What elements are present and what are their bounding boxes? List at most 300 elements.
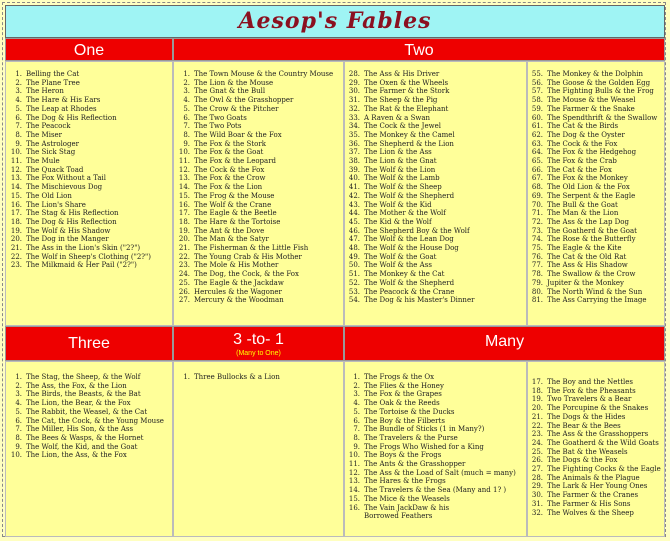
fable-number: 74.	[531, 235, 543, 244]
fable-number: 6.	[183, 113, 190, 122]
fable-item	[346, 122, 474, 131]
header-three-to-one-sub: (Many to One)	[236, 350, 281, 357]
list-many-a	[346, 373, 516, 521]
fable-title: The Wolves & the Sheep	[547, 508, 634, 517]
fable-item	[529, 79, 657, 88]
fable-number: 3.	[15, 87, 22, 96]
header-one-label: One	[73, 42, 105, 59]
fable-number: 10.	[178, 148, 190, 157]
list-many-b	[529, 378, 661, 517]
fable-item	[8, 227, 151, 236]
fable-item	[8, 157, 151, 166]
fable-number: 19.	[10, 226, 22, 235]
fable-number: 25.	[178, 278, 190, 287]
fable-item	[8, 122, 151, 131]
fable-title: The Wolf & the Shepherd	[364, 191, 455, 200]
fable-title: The Dogs & the Fox	[547, 456, 618, 465]
fable-title: The Farmer & the Stork	[364, 87, 450, 96]
fable-title: The Vain JackDaw & his	[364, 503, 450, 512]
fable-item	[529, 422, 661, 431]
fable-item	[176, 192, 333, 201]
fable-number: 56.	[531, 78, 543, 87]
fable-number: 9.	[353, 442, 360, 451]
fable-title: The Farmer & the Cranes	[547, 491, 639, 500]
fable-title: The Wolf & the Lamb	[364, 174, 440, 183]
fable-title: The Fox & the Pheasants	[547, 386, 636, 395]
fable-item	[346, 460, 516, 469]
fable-item	[346, 166, 474, 175]
fable-number: 68.	[531, 183, 543, 192]
fable-title: The Dogs & the Hides	[547, 412, 626, 421]
fable-title: The Ass, the Fox, & the Lion	[26, 381, 127, 390]
fable-item	[346, 443, 516, 452]
fable-number: 31.	[348, 96, 360, 105]
fable-title: The Heron	[26, 87, 64, 96]
fable-number: 80.	[531, 287, 543, 296]
fable-number: 2.	[15, 78, 22, 87]
fable-item	[529, 448, 661, 457]
fable-item	[346, 114, 474, 123]
fable-title: The Dog & His Reflection	[26, 113, 117, 122]
fable-title: The Boys & the Frogs	[364, 451, 442, 460]
fable-item	[346, 79, 474, 88]
fable-title: The Travelers & the Sea (Many and 1? )	[364, 486, 507, 495]
fable-number: 47.	[348, 235, 360, 244]
fable-item	[8, 79, 151, 88]
fable-item	[529, 235, 657, 244]
fable-item	[346, 382, 516, 391]
fable-title: The Milkmaid & Her Pail ("2?")	[26, 261, 137, 270]
fable-number: 11.	[348, 460, 360, 469]
fable-title: The Peacock	[26, 122, 71, 131]
fable-item	[8, 105, 151, 114]
fable-item	[176, 79, 333, 88]
fable-title: The Leap at Rhodes	[26, 104, 97, 113]
fable-item	[346, 70, 474, 79]
fable-title: The Lion & the Ass	[364, 148, 432, 157]
fable-title: The Bat & the Weasels	[547, 447, 628, 456]
list-three	[8, 373, 164, 460]
fable-item	[529, 218, 657, 227]
fable-title: The Man & the Lion	[547, 209, 619, 218]
fable-title: The Monkey & the Camel	[364, 130, 455, 139]
fable-title: The Ants & the Grasshopper	[364, 460, 466, 469]
fable-item	[529, 439, 661, 448]
fable-number: 58.	[531, 96, 543, 105]
fable-item	[176, 157, 333, 166]
fable-title: The Travelers & the Purse	[364, 433, 458, 442]
fable-title: The Fox & the Crow	[194, 174, 266, 183]
fable-title: The Wild Boar & the Fox	[194, 130, 282, 139]
page-title: Aesop's Fables	[238, 8, 432, 34]
fable-title: Hercules & the Wagoner	[194, 287, 282, 296]
fable-item	[529, 296, 657, 305]
fable-title: The Farmer & the Snake	[547, 104, 635, 113]
fable-title: The Oxen & the Wheels	[364, 78, 449, 87]
fable-item	[346, 244, 474, 253]
fable-item	[346, 390, 516, 399]
fable-number: 28.	[348, 70, 360, 78]
fable-number: 25.	[531, 447, 543, 456]
fable-number: 37.	[348, 148, 360, 157]
fable-item	[529, 174, 657, 183]
fable-number: 9.	[183, 139, 190, 148]
fable-item	[8, 87, 151, 96]
fable-number: 65.	[531, 157, 543, 166]
fable-item	[176, 122, 333, 131]
fable-title: The Mother & the Wolf	[364, 209, 446, 218]
fable-number: 40.	[348, 174, 360, 183]
fable-item	[529, 413, 661, 422]
fable-item	[346, 235, 474, 244]
fable-title: The Fox & the Leopard	[194, 157, 277, 166]
fable-number: 22.	[531, 421, 543, 430]
fable-title: The Cat & the Birds	[547, 122, 619, 131]
fable-item	[8, 451, 164, 460]
fable-title: The Lion & the Mouse	[194, 78, 274, 87]
fable-item	[529, 87, 657, 96]
fable-number: 64.	[531, 148, 543, 157]
fable-number: 20.	[531, 404, 543, 413]
fable-title: The Stag & His Reflection	[26, 209, 119, 218]
fable-title: The Shepherd & the Lion	[364, 139, 454, 148]
fable-item	[529, 201, 657, 210]
fable-item	[529, 183, 657, 192]
fable-title: The Lion, the Ass, & the Fox	[26, 451, 127, 460]
fable-number: 10.	[10, 148, 22, 157]
fable-item	[529, 404, 661, 413]
fable-title: The Peacock & the Crane	[364, 287, 455, 296]
fable-title: The Boy & the Filberts	[364, 416, 445, 425]
fable-title: The Ant & the Dove	[194, 226, 265, 235]
fable-item	[176, 261, 333, 270]
fable-item	[176, 96, 333, 105]
fable-item	[346, 174, 474, 183]
header-two	[173, 38, 665, 61]
fable-title: The Two Goats	[194, 113, 247, 122]
fable-item	[8, 417, 164, 426]
fable-title: The Goatherd & the Wild Goats	[547, 438, 659, 447]
fable-title: The Ass & the Grasshoppers	[547, 430, 649, 439]
fable-item	[346, 296, 474, 305]
fable-title: The Ass & His Shadow	[547, 261, 628, 270]
fable-item	[176, 114, 333, 123]
fable-number: 51.	[348, 270, 360, 279]
fable-title: The Wolf & the Goat	[364, 252, 437, 261]
fable-item	[346, 131, 474, 140]
fable-number: 71.	[531, 209, 543, 218]
header-two-label: Two	[404, 42, 434, 59]
fable-title: The Wolf & the Shepherd	[364, 278, 455, 287]
fable-title: The Fighting Bulls & the Frog	[547, 87, 654, 96]
fable-item	[8, 131, 151, 140]
fable-item	[529, 509, 661, 518]
fable-number: 2.	[353, 381, 360, 390]
fable-title: The Ass & the Lap Dog	[547, 217, 629, 226]
fable-title: The Fox & the Monkey	[547, 174, 628, 183]
fable-number: 4.	[353, 399, 360, 408]
fable-item	[529, 96, 657, 105]
fable-number: 13.	[10, 174, 22, 183]
fable-number: 15.	[348, 494, 360, 503]
fable-number: 35.	[348, 130, 360, 139]
fable-number: 6.	[15, 416, 22, 425]
fable-item	[529, 192, 657, 201]
header-many-label: Many	[484, 333, 525, 350]
fable-title: The Old Lion	[26, 191, 72, 200]
fable-number: 3.	[15, 390, 22, 399]
fable-title: The Fox Without a Tail	[26, 174, 106, 183]
fable-number: 4.	[15, 96, 22, 105]
fable-number: 70.	[531, 200, 543, 209]
fable-item	[346, 261, 474, 270]
fable-item	[346, 512, 516, 521]
fable-number: 23.	[10, 261, 22, 270]
fable-number: 27.	[531, 465, 543, 474]
fable-title: The Wolf & the Ass	[364, 261, 432, 270]
fable-number: 16.	[178, 200, 190, 209]
fable-number: 4.	[183, 96, 190, 105]
fable-title: The Goose & the Golden Egg	[547, 78, 651, 87]
fable-title: The Wolf & the House Dog	[364, 244, 459, 253]
fable-item	[176, 253, 333, 262]
fable-title: The Old Lion & the Fox	[547, 183, 630, 192]
fable-number: 66.	[531, 165, 543, 174]
fable-number: 1.	[353, 373, 360, 381]
fable-title: The Ass Carrying the Image	[547, 296, 647, 305]
fable-number: 1.	[183, 70, 190, 78]
title-bar	[5, 5, 665, 38]
fable-title: The Dog & the Oyster	[547, 130, 625, 139]
fable-number: 13.	[178, 174, 190, 183]
list-two-b	[346, 70, 474, 305]
fable-item	[346, 288, 474, 297]
fable-item	[346, 469, 516, 478]
fable-title: The Mice & the Weasels	[364, 494, 450, 503]
fable-number: 67.	[531, 174, 543, 183]
fable-title: The Cat & the Old Rat	[547, 252, 627, 261]
fable-title: The Fox & the Goat	[194, 148, 264, 157]
fable-item	[529, 279, 657, 288]
fable-number: 45.	[348, 217, 360, 226]
fable-item	[176, 235, 333, 244]
fable-title: The Miller, His Son, & the Ass	[26, 425, 134, 434]
fable-number: 61.	[531, 122, 543, 131]
fable-number: 16.	[10, 200, 22, 209]
fable-title: The Quack Toad	[26, 165, 84, 174]
fable-title: The Cat, the Cock, & the Young Mouse	[26, 416, 164, 425]
fable-number: 5.	[353, 407, 360, 416]
fable-number: 1.	[183, 373, 190, 381]
fable-title: The Lion & the Gnat	[364, 157, 437, 166]
fable-number: 21.	[178, 244, 190, 253]
fable-title: The Eagle & the Jackdaw	[194, 278, 284, 287]
fable-item	[529, 114, 657, 123]
fable-number: 3.	[183, 87, 190, 96]
fable-item	[346, 495, 516, 504]
fable-title: The Bundle of Sticks (1 in Many?)	[364, 425, 485, 434]
fable-number: 20.	[10, 235, 22, 244]
fable-item	[8, 244, 151, 253]
fable-item	[8, 140, 151, 149]
fable-item	[529, 140, 657, 149]
fable-title: The Birds, the Beasts, & the Bat	[26, 390, 141, 399]
fable-title: The Mule	[26, 157, 60, 166]
fable-item	[8, 253, 151, 262]
fable-item	[8, 183, 151, 192]
fable-item	[529, 395, 661, 404]
fable-title: The Dog & his Master's Dinner	[364, 296, 475, 305]
fable-title: The Lion's Share	[26, 200, 86, 209]
fable-number: 9.	[15, 442, 22, 451]
fable-number: 7.	[15, 425, 22, 434]
fable-title: The Dog in the Manger	[26, 235, 109, 244]
fable-title: The Animals & the Plague	[547, 473, 640, 482]
fable-number: 17.	[10, 209, 22, 218]
header-three	[5, 326, 173, 361]
fable-title: The Spendthrift & the Swallow	[547, 113, 658, 122]
fable-item	[346, 209, 474, 218]
fable-title: The Fox & the Crab	[547, 157, 617, 166]
fable-title: Jupiter & the Monkey	[547, 278, 624, 287]
fable-title: The Shepherd Boy & the Wolf	[364, 226, 470, 235]
fable-item	[8, 434, 164, 443]
fable-item	[8, 174, 151, 183]
fable-title: The Hare & His Ears	[26, 96, 101, 105]
fable-number: 13.	[348, 477, 360, 486]
fable-title: The Dog & His Reflection	[26, 217, 117, 226]
fable-number: 24.	[178, 270, 190, 279]
fable-number: 73.	[531, 226, 543, 235]
fable-number: 72.	[531, 217, 543, 226]
fable-title: The Oak & the Reeds	[364, 399, 440, 408]
fable-number: 22.	[10, 252, 22, 261]
fable-item	[8, 209, 151, 218]
fable-item	[346, 434, 516, 443]
fable-number: 18.	[10, 217, 22, 226]
fable-title: A Raven & a Swan	[364, 113, 431, 122]
fable-item	[8, 408, 164, 417]
fable-title: Borrowed Feathers	[364, 512, 433, 521]
fable-title: The Mischievous Dog	[26, 183, 103, 192]
header-three-to-one-label: 3 -to- 1	[233, 331, 284, 348]
fable-number: 30.	[348, 87, 360, 96]
fable-number: 26.	[178, 287, 190, 296]
fable-number: 41.	[348, 183, 360, 192]
fable-number: 12.	[10, 165, 22, 174]
fable-title: The Plane Tree	[26, 78, 80, 87]
fable-item	[529, 270, 657, 279]
fable-item	[529, 482, 661, 491]
fable-item	[529, 387, 661, 396]
fable-title: The Wolf & the Kid	[364, 200, 432, 209]
fable-number: 33.	[348, 113, 360, 122]
fable-number: 60.	[531, 113, 543, 122]
fable-item	[8, 148, 151, 157]
fable-number: 15.	[178, 191, 190, 200]
fable-item	[176, 131, 333, 140]
fable-number: 5.	[15, 407, 22, 416]
fable-number: 19.	[531, 395, 543, 404]
fable-item	[176, 218, 333, 227]
fable-item	[346, 105, 474, 114]
fable-item	[176, 227, 333, 236]
cell-three-to-one	[173, 361, 344, 537]
fable-item	[529, 474, 661, 483]
fable-title: The Stag, the Sheep, & the Wolf	[26, 373, 141, 381]
fable-title: The Monkey & the Dolphin	[547, 70, 643, 78]
fable-item	[529, 288, 657, 297]
fable-item	[529, 378, 661, 387]
fable-number: 78.	[531, 270, 543, 279]
fable-title: The Boy and the Nettles	[547, 378, 634, 386]
fable-item	[529, 122, 657, 131]
fable-title: The Porcupine & the Snakes	[547, 404, 649, 413]
fable-number: 9.	[15, 139, 22, 148]
fable-number: 2.	[15, 381, 22, 390]
fable-title: The Swallow & the Crow	[547, 270, 636, 279]
fable-item	[346, 87, 474, 96]
fable-number: 34.	[348, 122, 360, 131]
fable-number: 27.	[178, 296, 190, 305]
fable-number: 36.	[348, 139, 360, 148]
fable-title: The Cock & the Fox	[194, 165, 265, 174]
fable-title: The Ass & the Load of Salt (much = many)	[364, 468, 516, 477]
fable-number: 5.	[15, 104, 22, 113]
fable-item	[176, 296, 333, 305]
fable-title: The Rabbit, the Weasel, & the Cat	[26, 407, 148, 416]
fable-title: The Wolf & the Lean Dog	[364, 235, 454, 244]
fable-number: 32.	[348, 104, 360, 113]
fable-item	[529, 131, 657, 140]
fable-item	[176, 166, 333, 175]
fable-number: 42.	[348, 191, 360, 200]
fable-title: The Town Mouse & the Country Mouse	[194, 70, 334, 78]
fable-title: The Cock & the Fox	[547, 139, 618, 148]
header-many	[344, 326, 665, 361]
fable-title: The Crow & the Pitcher	[194, 104, 279, 113]
fable-title: The Rat & the Elephant	[364, 104, 449, 113]
fable-number: 49.	[348, 252, 360, 261]
list-two-a	[176, 70, 333, 305]
fable-number: 77.	[531, 261, 543, 270]
fable-item	[8, 261, 151, 270]
fable-title: The Cat & the Fox	[547, 165, 612, 174]
fable-item	[176, 148, 333, 157]
fable-title: The Frog & the Mouse	[194, 191, 275, 200]
fable-number: 79.	[531, 278, 543, 287]
fable-number: 3.	[353, 390, 360, 399]
fable-item	[346, 477, 516, 486]
fable-item	[8, 399, 164, 408]
fable-number: 15.	[10, 191, 22, 200]
fable-item	[8, 390, 164, 399]
fable-title: The Bees & Wasps, & the Hornet	[26, 433, 144, 442]
fable-number: 32.	[531, 508, 543, 517]
fable-number: 4.	[15, 399, 22, 408]
fable-number: 23.	[178, 261, 190, 270]
fable-item	[8, 218, 151, 227]
header-three-to-one	[173, 326, 344, 361]
fable-title: The Monkey & the Cat	[364, 270, 445, 279]
fable-number: 17.	[178, 209, 190, 218]
fable-number: 7.	[183, 122, 190, 131]
fable-title: Belling the Cat	[26, 70, 80, 78]
fable-number: 6.	[15, 113, 22, 122]
fable-item	[529, 148, 657, 157]
fable-title: The Owl & the Grasshopper	[194, 96, 294, 105]
fable-title: The Hares & the Frogs	[364, 477, 446, 486]
